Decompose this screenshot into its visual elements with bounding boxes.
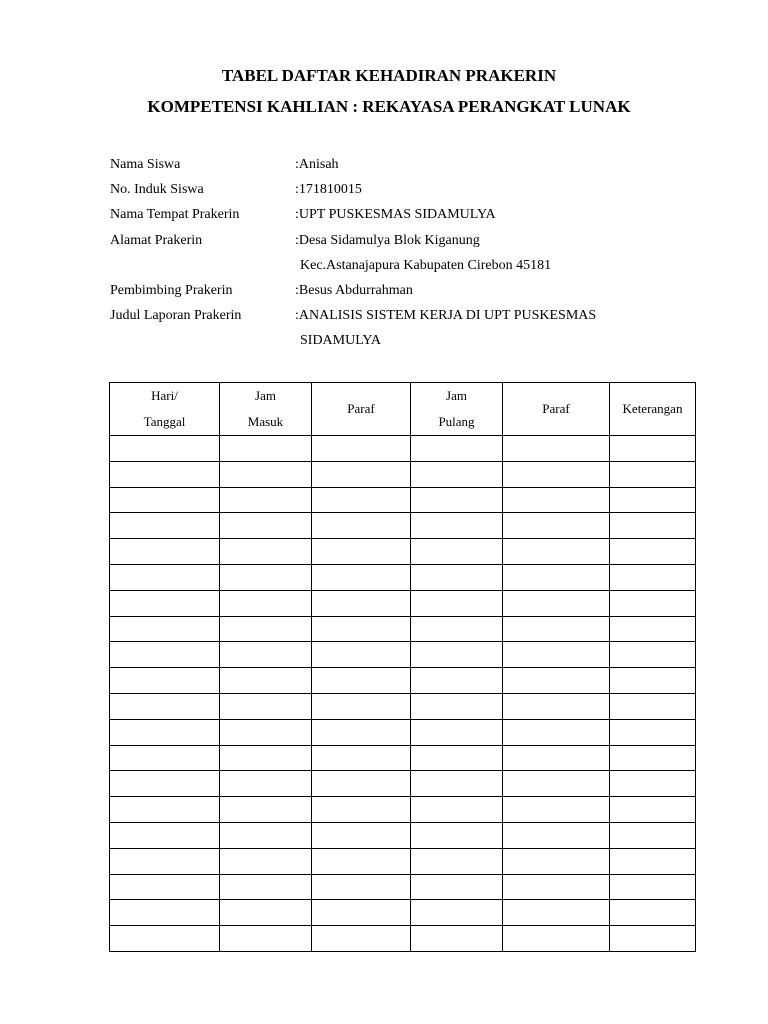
info-label-nama-siswa: Nama Siswa [110, 157, 181, 172]
table-cell [312, 797, 411, 823]
table-cell [411, 564, 503, 590]
attendance-table-body [110, 436, 696, 952]
table-cell [411, 487, 503, 513]
table-cell [110, 874, 220, 900]
table-cell [610, 616, 696, 642]
table-cell [411, 616, 503, 642]
table-cell [312, 436, 411, 462]
attendance-table [109, 382, 696, 952]
table-row [110, 539, 696, 565]
table-cell [312, 487, 411, 513]
table-cell [220, 771, 312, 797]
header-hari-line1: Hari/ [151, 388, 178, 403]
table-cell [220, 797, 312, 823]
table-cell [220, 745, 312, 771]
table-row [110, 797, 696, 823]
table-cell [503, 771, 610, 797]
table-cell [312, 771, 411, 797]
table-cell [610, 719, 696, 745]
table-cell [110, 564, 220, 590]
table-cell [312, 719, 411, 745]
table-cell [503, 642, 610, 668]
info-value-judul: :ANALISIS SISTEM KERJA DI UPT PUSKESMAS [295, 308, 597, 323]
table-cell [503, 590, 610, 616]
table-cell [411, 926, 503, 952]
table-cell [411, 668, 503, 694]
table-cell [110, 668, 220, 694]
table-row [110, 436, 696, 462]
info-label-pembimbing: Pembimbing Prakerin [110, 283, 233, 298]
table-cell [610, 693, 696, 719]
table-row [110, 900, 696, 926]
table-cell [610, 745, 696, 771]
table-cell [220, 436, 312, 462]
table-cell [220, 642, 312, 668]
table-cell [411, 642, 503, 668]
table-cell [110, 513, 220, 539]
table-cell [503, 513, 610, 539]
table-cell [610, 900, 696, 926]
table-cell [610, 668, 696, 694]
table-row [110, 513, 696, 539]
table-cell [312, 900, 411, 926]
table-cell [411, 874, 503, 900]
table-cell [312, 564, 411, 590]
table-cell [503, 539, 610, 565]
table-cell [312, 848, 411, 874]
table-cell [220, 848, 312, 874]
table-row [110, 874, 696, 900]
table-cell [503, 719, 610, 745]
table-cell [411, 719, 503, 745]
table-cell [503, 564, 610, 590]
table-cell [503, 848, 610, 874]
table-cell [610, 539, 696, 565]
table-cell [312, 461, 411, 487]
header-jam-masuk [220, 383, 312, 436]
table-cell [503, 797, 610, 823]
table-cell [110, 797, 220, 823]
table-cell [610, 771, 696, 797]
table-cell [110, 642, 220, 668]
table-cell [411, 771, 503, 797]
table-cell [610, 487, 696, 513]
table-cell [110, 487, 220, 513]
table-cell [411, 848, 503, 874]
table-cell [110, 745, 220, 771]
table-cell [220, 693, 312, 719]
table-cell [312, 822, 411, 848]
table-cell [411, 461, 503, 487]
table-cell [610, 564, 696, 590]
table-cell [312, 539, 411, 565]
table-cell [503, 900, 610, 926]
table-header-row [110, 383, 696, 436]
table-cell [610, 926, 696, 952]
table-cell [220, 668, 312, 694]
table-cell [411, 436, 503, 462]
header-jam-masuk-line2: Masuk [247, 414, 284, 429]
table-cell [312, 926, 411, 952]
table-cell [312, 513, 411, 539]
table-cell [110, 539, 220, 565]
table-row [110, 642, 696, 668]
header-hari-line2: Tanggal [143, 414, 186, 429]
table-row [110, 719, 696, 745]
table-cell [610, 797, 696, 823]
table-cell [503, 822, 610, 848]
table-cell [312, 668, 411, 694]
table-cell [110, 590, 220, 616]
table-row [110, 487, 696, 513]
info-value-no-induk: :171810015 [295, 182, 362, 197]
header-jam-pulang-line2: Pulang [438, 414, 475, 429]
table-cell [411, 693, 503, 719]
table-cell [610, 822, 696, 848]
info-value-pembimbing: :Besus Abdurrahman [295, 283, 413, 298]
table-cell [220, 926, 312, 952]
table-cell [110, 693, 220, 719]
header-jam-pulang-line1: Jam [446, 388, 467, 403]
table-row [110, 771, 696, 797]
table-cell [110, 848, 220, 874]
info-value-alamat-cont: Kec.Astanajapura Kabupaten Cirebon 45181 [300, 258, 552, 273]
table-cell [503, 616, 610, 642]
table-cell [503, 487, 610, 513]
table-cell [610, 590, 696, 616]
table-cell [411, 513, 503, 539]
table-cell [503, 668, 610, 694]
table-cell [220, 487, 312, 513]
table-cell [411, 822, 503, 848]
table-cell [312, 693, 411, 719]
table-cell [411, 797, 503, 823]
table-cell [110, 822, 220, 848]
info-value-tempat: :UPT PUSKESMAS SIDAMULYA [295, 207, 496, 222]
table-cell [220, 461, 312, 487]
header-paraf-1: Paraf [312, 383, 411, 436]
table-row [110, 590, 696, 616]
table-cell [312, 642, 411, 668]
table-cell [610, 642, 696, 668]
table-cell [610, 436, 696, 462]
info-label-no-induk: No. Induk Siswa [110, 182, 204, 197]
info-value-alamat: :Desa Sidamulya Blok Kiganung [295, 233, 480, 248]
table-cell [220, 719, 312, 745]
header-paraf-2: Paraf [503, 383, 610, 436]
table-cell [220, 874, 312, 900]
table-cell [110, 900, 220, 926]
table-cell [312, 874, 411, 900]
table-cell [312, 616, 411, 642]
table-cell [110, 461, 220, 487]
table-cell [220, 590, 312, 616]
table-cell [220, 513, 312, 539]
info-label-alamat: Alamat Prakerin [110, 233, 203, 248]
table-cell [411, 590, 503, 616]
table-cell [110, 771, 220, 797]
header-jam-masuk-line1: Jam [255, 388, 276, 403]
info-value-judul-cont: SIDAMULYA [300, 333, 382, 348]
table-cell [110, 926, 220, 952]
document-title: TABEL DAFTAR KEHADIRAN PRAKERIN [221, 66, 557, 85]
table-cell [411, 539, 503, 565]
table-cell [110, 719, 220, 745]
table-cell [503, 926, 610, 952]
header-jam-pulang [411, 383, 503, 436]
info-label-judul: Judul Laporan Prakerin [110, 308, 242, 323]
table-row [110, 616, 696, 642]
table-row [110, 926, 696, 952]
table-cell [220, 564, 312, 590]
header-keterangan: Keterangan [610, 383, 696, 436]
table-cell [610, 874, 696, 900]
table-row [110, 848, 696, 874]
table-row [110, 461, 696, 487]
table-row [110, 693, 696, 719]
table-cell [220, 539, 312, 565]
table-cell [411, 745, 503, 771]
document-subtitle: KOMPETENSI KAHLIAN : REKAYASA PERANGKAT LUNAK [147, 97, 631, 116]
table-cell [610, 461, 696, 487]
header-hari-tanggal [110, 383, 220, 436]
table-cell [220, 900, 312, 926]
table-cell [503, 461, 610, 487]
table-cell [610, 848, 696, 874]
table-cell [312, 745, 411, 771]
info-label-tempat: Nama Tempat Prakerin [110, 207, 240, 222]
table-cell [503, 874, 610, 900]
table-cell [110, 616, 220, 642]
table-row [110, 822, 696, 848]
table-cell [503, 436, 610, 462]
table-cell [220, 822, 312, 848]
table-cell [610, 513, 696, 539]
table-cell [312, 590, 411, 616]
info-value-nama-siswa: :Anisah [295, 157, 339, 172]
table-cell [503, 745, 610, 771]
table-cell [220, 616, 312, 642]
table-cell [411, 900, 503, 926]
table-row [110, 668, 696, 694]
table-cell [110, 436, 220, 462]
table-row [110, 564, 696, 590]
table-row [110, 745, 696, 771]
table-cell [503, 693, 610, 719]
